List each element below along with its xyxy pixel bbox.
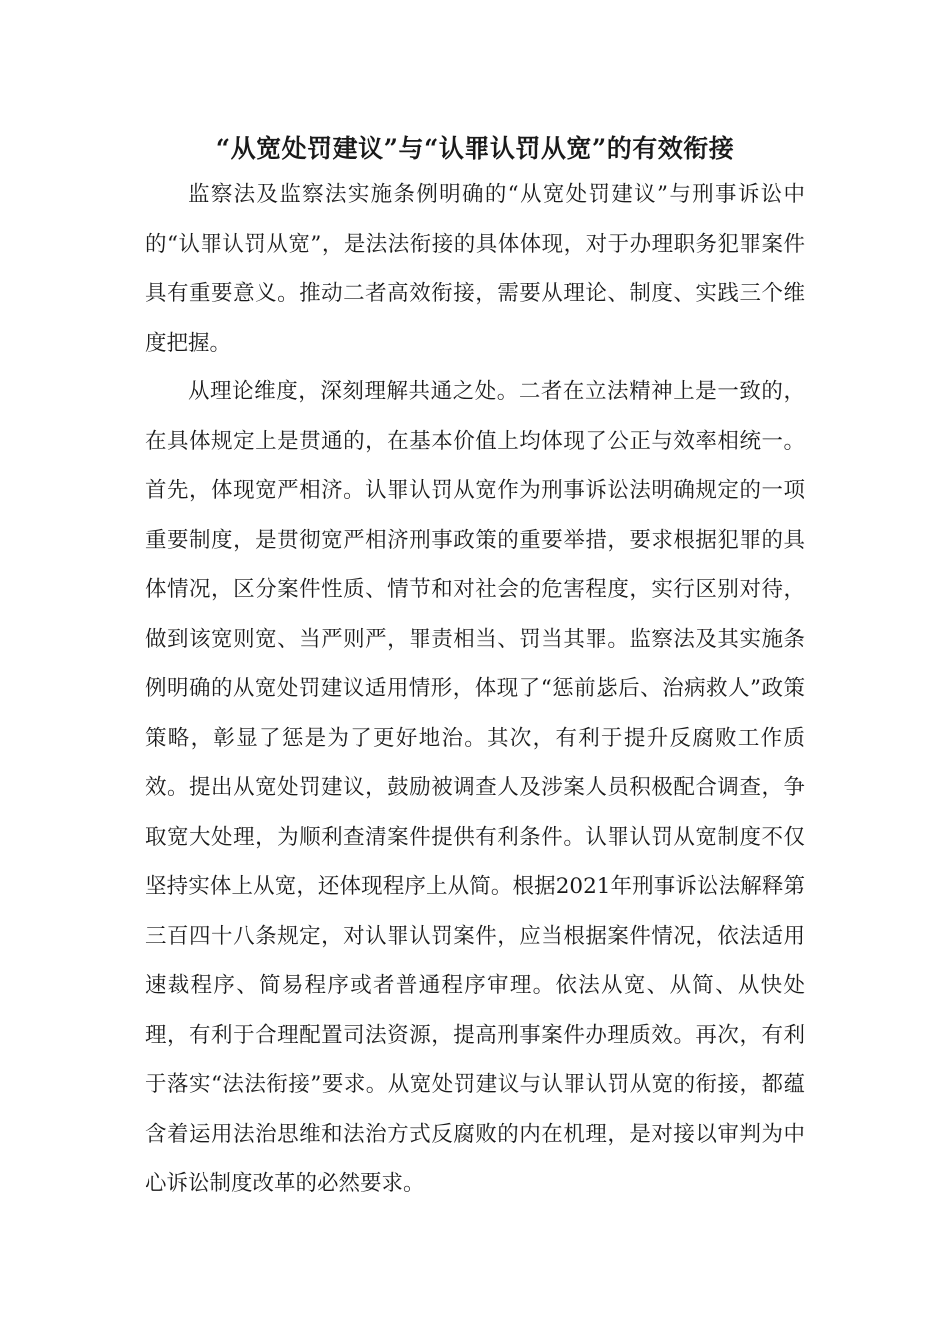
paragraph-theory: 从理论维度，深刻理解共通之处。二者在立法精神上是一致的，在具体规定上是贯通的，在基本价值上均体现了公正与效率相统一。首先，体现宽严相济。认罪认罚从宽作为刑事诉讼法明确规定的一项重要制度，是贯彻宽严相济刑事政策的重要举措，要求根据犯罪的具体情况，区分案件性质、情节和对社会的危害程度，实行区别对待，做到该宽则宽、当严则严，罪责相当、罚当其罪。监察法及其实施条例明确的从宽处罚建议适用情形，体现了“惩前毖后、治病救人”政策策略，彰显了惩是为了更好地治。其次，有利于提升反腐败工作质效。提出从宽处罚建议，鼓励被调查人及涉案人员积极配合调查，争取宽大处理，为顺利查清案件提供有利条件。认罪认罚从宽制度不仅坚持实体上从宽，还体现程序上从简。根据2021年刑事诉讼法解释第三百四十八条规定，对认罪认罚案件，应当根据案件情况，依法适用速裁程序、简易程序或者普通程序审理。依法从宽、从简、从快处理，有利于合理配置司法资源，提高刑事案件办理质效。再次，有利于落实“法法衔接”要求。从宽处罚建议与认罪认罚从宽的衔接，都蕴含着运用法治思维和法治方式反腐败的内在机理，是对接以审判为中心诉讼制度改革的必然要求。 [145, 379, 805, 1196]
document-title: “从宽处罚建议”与“认罪认罚从宽”的有效衔接 [215, 134, 735, 163]
paragraph-intro: 监察法及监察法实施条例明确的“从宽处罚建议”与刑事诉讼中的“认罪认罚从宽”，是法法衔接的具体体现，对于办理职务犯罪案件具有重要意义。推动二者高效衔接，需要从理论、制度、实践三个维度把握。 [145, 182, 805, 356]
